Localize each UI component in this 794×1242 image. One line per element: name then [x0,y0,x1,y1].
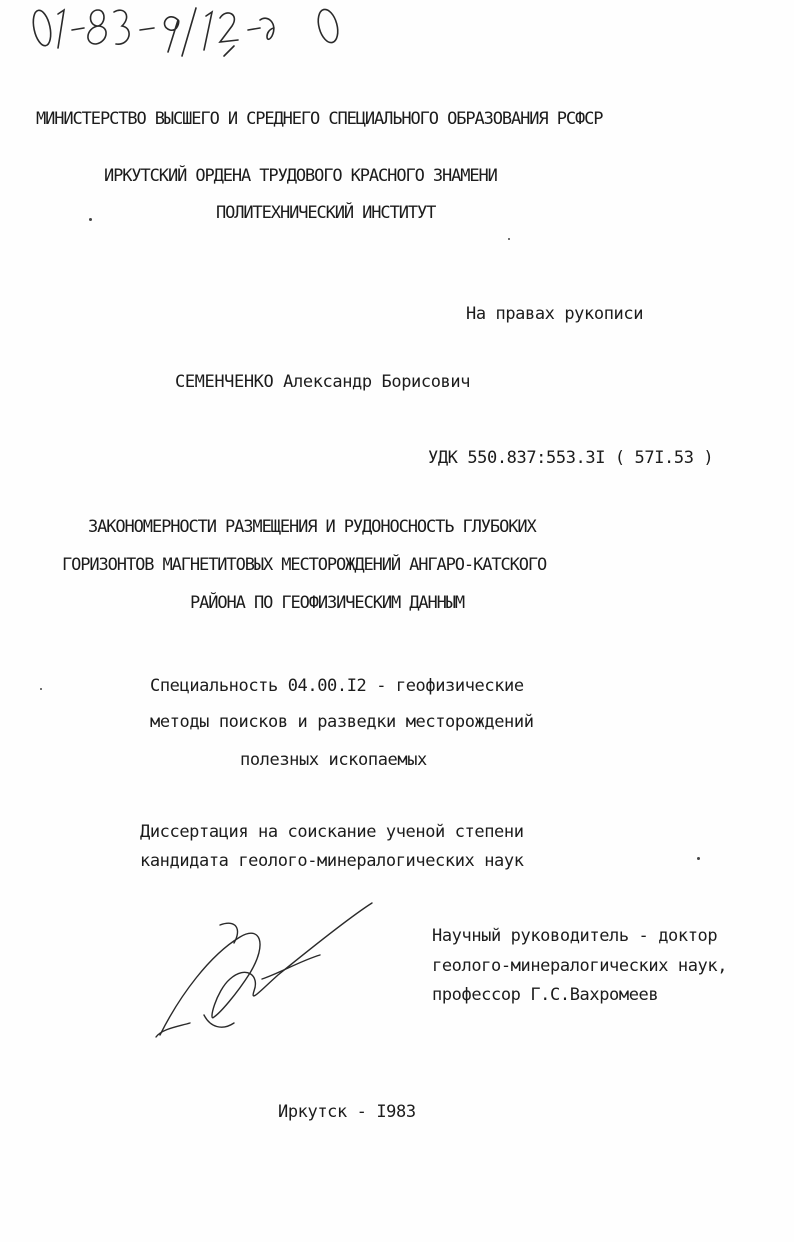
scan-speck [40,688,42,690]
dissertation-title-line-2: ГОРИЗОНТОВ МАГНЕТИТОВЫХ МЕСТОРОЖДЕНИЙ АНГАРО-КАТСКОГО [62,555,547,575]
specialty-line-1: Специальность 04.00.I2 - геофизические [150,676,524,696]
specialty-line-3: полезных ископаемых [240,750,427,770]
ministry-heading: МИНИСТЕРСТВО ВЫСШЕГО И СРЕДНЕГО СПЕЦИАЛЬНОГО ОБРАЗОВАНИЯ РСФСР [36,109,603,129]
degree-statement-line-1: Диссертация на соискание ученой степени [140,822,524,842]
degree-statement-line-2: кандидата геолого-минералогических наук [140,851,524,871]
specialty-line-2: методы поисков и разведки месторождений [150,712,534,732]
author-name: СЕМЕНЧЕНКО Александр Борисович [175,372,471,392]
manuscript-rights-note: На правах рукописи [466,304,644,324]
dissertation-title-line-1: ЗАКОНОМЕРНОСТИ РАЗМЕЩЕНИЯ И РУДОНОСНОСТЬ ГЛУБОКИХ [88,517,536,537]
dissertation-title-line-3: РАЙОНА ПО ГЕОФИЗИЧЕСКИМ ДАННЫМ [190,593,465,613]
scan-speck [508,238,510,240]
supervisor-line-1: Научный руководитель - доктор [432,926,718,946]
institute-name-line-2: ПОЛИТЕХНИЧЕСКИЙ ИНСТИТУТ [216,203,436,223]
institute-name-line-1: ИРКУТСКИЙ ОРДЕНА ТРУДОВОГО КРАСНОГО ЗНАМЕНИ [104,166,497,186]
supervisor-line-3: профессор Г.С.Вахромеев [432,985,659,1005]
handwritten-archive-note [28,0,408,60]
city-and-year: Иркутск - I983 [278,1102,416,1122]
signature [150,895,390,1055]
supervisor-line-2: геолого-минералогических наук, [432,956,728,976]
scan-speck [697,857,700,860]
udk-code: УДК 550.837:553.3I ( 57I.53 ) [428,448,714,468]
scan-speck [89,218,92,221]
